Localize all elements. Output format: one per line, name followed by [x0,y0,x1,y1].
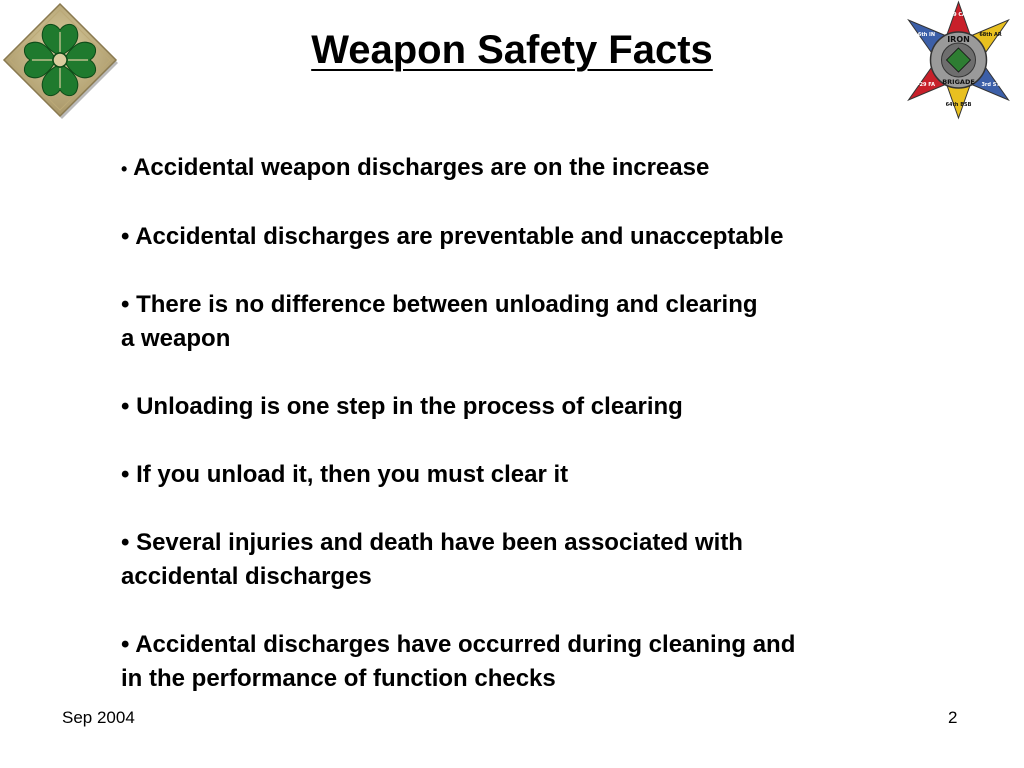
emblem-point-3: 3rd STB [981,82,1004,88]
bullet-item [121,151,941,186]
bullet-symbol: • [121,461,130,488]
bullet-text: Several injuries and death have been associated with [136,529,743,556]
slide-title [0,24,1024,76]
bullet-symbol: • [121,159,128,179]
bullet-item [121,628,941,696]
bullet-symbol: • [121,291,130,318]
bullet-symbol: • [121,223,130,250]
emblem-point-2: 68th AR [979,32,1002,38]
bullet-text-continuation: a weapon [121,325,231,352]
bullet-symbol: • [121,393,130,420]
emblem-top-text: IRON [947,35,970,44]
bullet-text-continuation: in the performance of function checks [121,665,556,692]
emblem-point-4: 64th BSB [945,102,972,108]
bullet-item [121,288,941,356]
bullet-symbol: • [121,529,130,556]
iron-brigade-emblem-icon [893,0,1024,122]
bullet-text: Accidental weapon discharges are on the increase [133,154,710,181]
footer-date: Sep 2004 [62,708,135,727]
emblem-bottom-text: BRIGADE [942,78,975,86]
bullet-text: Accidental discharges are preventable and unacceptable [135,223,784,250]
bullet-item [121,220,941,254]
bullet-text: Accidental discharges have occurred during cleaning and [135,631,796,658]
slide-title-text: Weapon Safety Facts [311,28,713,72]
emblem-point-5: 3-29 FA [914,82,935,88]
bullet-item [121,390,941,424]
bullet-text: Unloading is one step in the process of clearing [136,393,683,420]
emblem-point-6: 6th IN [917,32,936,38]
page-number: 2 [948,708,958,727]
bullet-text: There is no difference between unloading and clearing [136,291,758,318]
bullet-item [121,526,941,594]
bullet-list [121,151,941,730]
bullet-symbol: • [121,631,130,658]
bullet-text: If you unload it, then you must clear it [136,461,569,488]
bullet-item [121,458,941,492]
emblem-point-1: 2-9 CAV [947,12,970,18]
bullet-text-continuation: accidental discharges [121,563,372,590]
